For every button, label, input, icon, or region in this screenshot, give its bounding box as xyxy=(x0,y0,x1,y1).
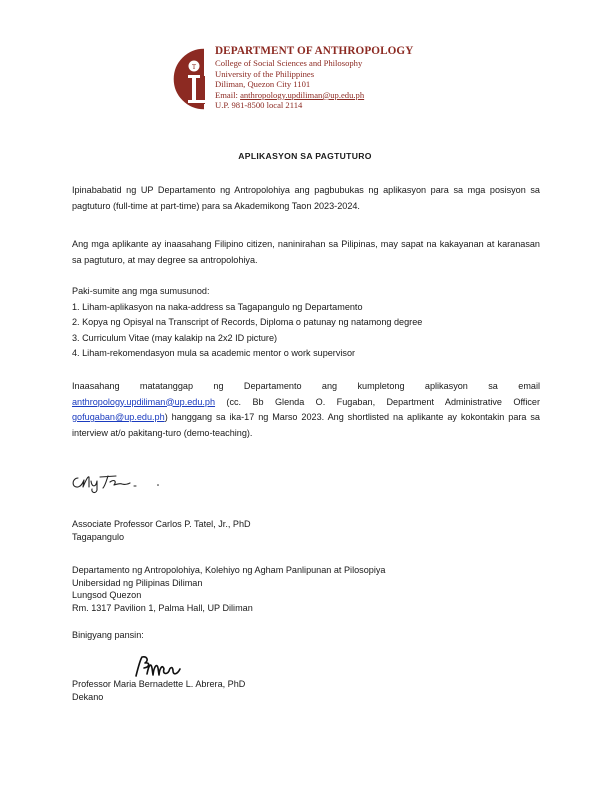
signatory-block xyxy=(72,518,251,543)
requirements-list xyxy=(72,284,540,362)
signatory-role: Tagapangulo xyxy=(72,531,125,542)
office-address xyxy=(72,564,385,614)
letterhead xyxy=(172,44,592,124)
qualifications-paragraph: Ang mga aplikante ay inaasahang Filipino citizen, naninirahan sa Pilipinas, may sapat na kakayanan at karanasan sa pagtuturo, at may degree sa antropolohiya. xyxy=(72,239,540,265)
submission-text-3: ) hanggang sa ika-17 ng Marso 2023. Ang shortlisted na aplikante ay kokontakin para sa interview at/o pakitang-turo (demo-teaching). xyxy=(72,412,540,438)
list-item: 3. Curriculum Vitae (may kalakip na 2x2 ID picture) xyxy=(72,332,278,343)
requirements-heading: Paki-sumite ang mga sumusunod: xyxy=(72,286,210,296)
admin-officer-email-link[interactable]: gofugaban@up.edu.ph xyxy=(72,412,165,422)
office-line: Departamento ng Antropolohiya, Kolehiyo ng Agham Panlipunan at Pilosopiya xyxy=(72,565,386,575)
up-anthropology-seal-icon xyxy=(172,44,212,114)
dean-role: Dekano xyxy=(72,691,104,702)
submission-email-link[interactable]: anthropology.updiliman@up.edu.ph xyxy=(72,396,216,407)
office-line: Unibersidad ng Pilipinas Diliman xyxy=(72,577,203,588)
list-item: 4. Liham-rekomendasyon mula sa academic mentor o work supervisor xyxy=(72,348,356,359)
dean-block xyxy=(72,678,245,703)
submission-text-1: Inaasahang matatanggap ng Departamento ang kumpletong aplikasyon sa email xyxy=(72,381,540,391)
list-item: 2. Kopya ng Opisyal na Transcript of Records, Diploma o patunay ng natamong degree xyxy=(72,317,423,328)
department-name: DEPARTMENT OF ANTHROPOLOGY xyxy=(215,45,414,57)
college-name: College of Social Sciences and Philosophy xyxy=(215,58,363,68)
chair-signature-icon xyxy=(70,468,165,494)
office-line: Rm. 1317 Pavilion 1, Palma Hall, UP Diliman xyxy=(72,602,253,613)
submission-text-2: (cc. Bb Glenda O. Fugaban, Department Administrative Officer xyxy=(215,396,540,407)
svg-text:T: T xyxy=(191,63,197,71)
email-label: Email: xyxy=(215,89,241,100)
intro-paragraph: Ipinababatid ng UP Departamento ng Antropolohiya ang pagbubukas ng aplikasyon para sa mga posisyon sa pagtuturo (full-time at part-time) para sa Akademikong Taon 2023-2024. xyxy=(72,185,540,211)
list-item: 1. Liham-aplikasyon na naka-address sa Tagapangulo ng Departamento xyxy=(72,301,363,312)
document-title: APLIKASYON SA PAGTUTURO xyxy=(238,151,372,161)
letterhead-email-link[interactable]: anthropology.updiliman@up.edu.ph xyxy=(240,89,365,100)
noted-by-label: Binigyang pansin: xyxy=(72,630,144,640)
office-line: Lungsod Quezon xyxy=(72,590,142,600)
submission-paragraph xyxy=(72,379,540,441)
signatory-name: Associate Professor Carlos P. Tatel, Jr., PhD xyxy=(72,519,251,529)
email-line xyxy=(215,90,595,101)
dean-name: Professor Maria Bernadette L. Abrera, PhD xyxy=(72,679,246,689)
phone-line: U.P. 981-8500 local 2114 xyxy=(215,100,303,111)
dean-signature-icon xyxy=(133,654,183,680)
address-line: Diliman, Quezon City 1101 xyxy=(215,79,311,90)
university-name: University of the Philippines xyxy=(215,68,315,79)
